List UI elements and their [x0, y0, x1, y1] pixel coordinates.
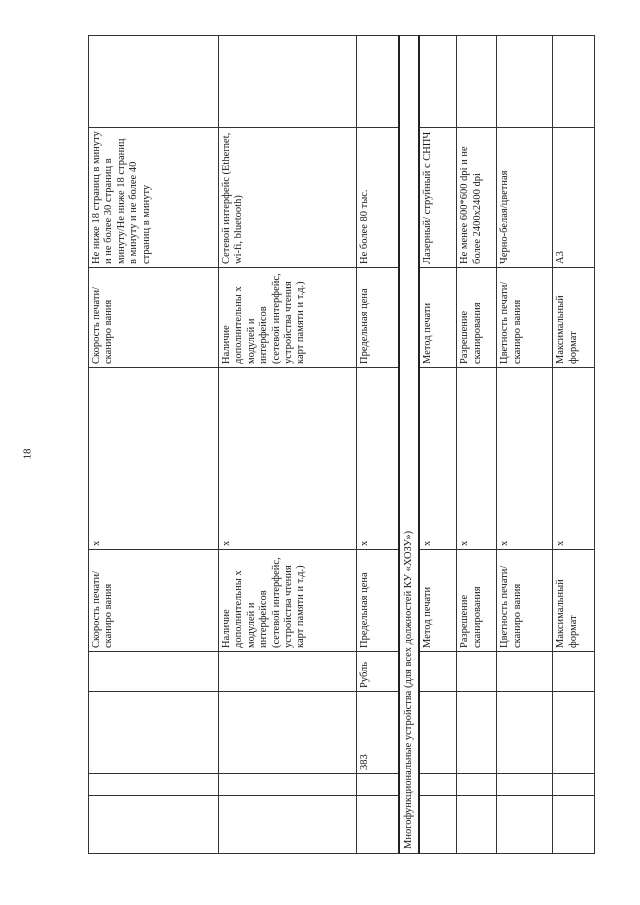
empty-cell [357, 36, 399, 128]
row-unit [89, 652, 219, 692]
empty-cell [419, 796, 457, 854]
empty-cell [357, 774, 399, 796]
table-row [89, 36, 219, 854]
empty-cell [497, 774, 553, 796]
table-row [497, 36, 553, 854]
row-label: Наличие дополнительны х модулей и интерфейсов (сетевой интерфейс, устройства чтения карт памяти и т.д.) [219, 550, 357, 652]
row-spec-name: Максимальный формат [553, 268, 595, 368]
empty-cell [219, 36, 357, 128]
empty-cell [553, 692, 595, 774]
empty-cell [89, 36, 219, 128]
row-mark: х [357, 368, 399, 550]
row-label: Метод печати [419, 550, 457, 652]
empty-cell [219, 796, 357, 854]
empty-cell [457, 796, 497, 854]
empty-cell [553, 796, 595, 854]
empty-cell [419, 774, 457, 796]
row-spec-value: Лазерный/ струйный с СНПЧ [419, 128, 457, 268]
row-mark: х [497, 368, 553, 550]
empty-cell [419, 36, 457, 128]
row-spec-value: Сетевой интерфейс (Ethernet, wi-fi, bluetooth) [219, 128, 357, 268]
row-spec-value: Черно-белая/цветная [497, 128, 553, 268]
table-row [357, 36, 399, 854]
table-row [419, 36, 457, 854]
row-unit [219, 652, 357, 692]
section-title: Многофункциональные устройства (для всех должностей КУ «ХОЗУ») [399, 36, 419, 854]
row-number: 383 [357, 692, 399, 774]
table-row [457, 36, 497, 854]
row-spec-value: А3 [553, 128, 595, 268]
empty-cell [457, 36, 497, 128]
empty-cell [219, 774, 357, 796]
empty-cell [89, 796, 219, 854]
empty-cell [497, 36, 553, 128]
empty-cell [457, 692, 497, 774]
row-spec-name: Скорость печати/сканиро вания [89, 268, 219, 368]
upper-rows [89, 36, 399, 854]
empty-cell [419, 652, 457, 692]
specification-table [88, 35, 595, 854]
empty-cell [553, 36, 595, 128]
row-mark: х [553, 368, 595, 550]
empty-cell [457, 652, 497, 692]
section-row [399, 36, 419, 854]
empty-cell [219, 692, 357, 774]
row-label: Предельная цена [357, 550, 399, 652]
lower-rows [419, 36, 595, 854]
page-number: 18 [21, 448, 34, 460]
empty-cell [553, 774, 595, 796]
row-label: Разрешение сканирования [457, 550, 497, 652]
empty-cell [89, 774, 219, 796]
row-spec-value: Не более 80 тыс. [357, 128, 399, 268]
row-mark: х [457, 368, 497, 550]
row-label: Максимальный формат [553, 550, 595, 652]
row-spec-name: Метод печати [419, 268, 457, 368]
rotated-table [88, 36, 579, 854]
table-row [219, 36, 357, 854]
section-header [399, 36, 419, 854]
row-spec-value: Не менее 600*600 dpi и не более 2400х2400 dpi [457, 128, 497, 268]
rotated-table-container [88, 36, 579, 854]
empty-cell [497, 692, 553, 774]
row-label: Скорость печати/сканиро вания [89, 550, 219, 652]
row-spec-value: Не ниже 18 страниц в минуту и не более 30 страниц в минуту/Не ниже 18 страниц в минуту и не более 40 страниц в минуту [89, 128, 219, 268]
row-spec-name: Наличие дополнительны х модулей и интерфейсов (сетевой интерфейс, устройства чтения карт памяти и т.д.) [219, 268, 357, 368]
empty-cell [497, 652, 553, 692]
table-row [553, 36, 595, 854]
row-label: Цветность печати/сканиро вания [497, 550, 553, 652]
row-spec-name: Разрешение сканирования [457, 268, 497, 368]
row-spec-name: Цветность печати/сканиро вания [497, 268, 553, 368]
empty-cell [553, 652, 595, 692]
row-mark: х [219, 368, 357, 550]
row-unit: Рубль [357, 652, 399, 692]
row-mark: х [419, 368, 457, 550]
empty-cell [357, 796, 399, 854]
row-mark: х [89, 368, 219, 550]
empty-cell [497, 796, 553, 854]
row-spec-name: Предельная цена [357, 268, 399, 368]
empty-cell [457, 774, 497, 796]
empty-cell [419, 692, 457, 774]
empty-cell [89, 692, 219, 774]
